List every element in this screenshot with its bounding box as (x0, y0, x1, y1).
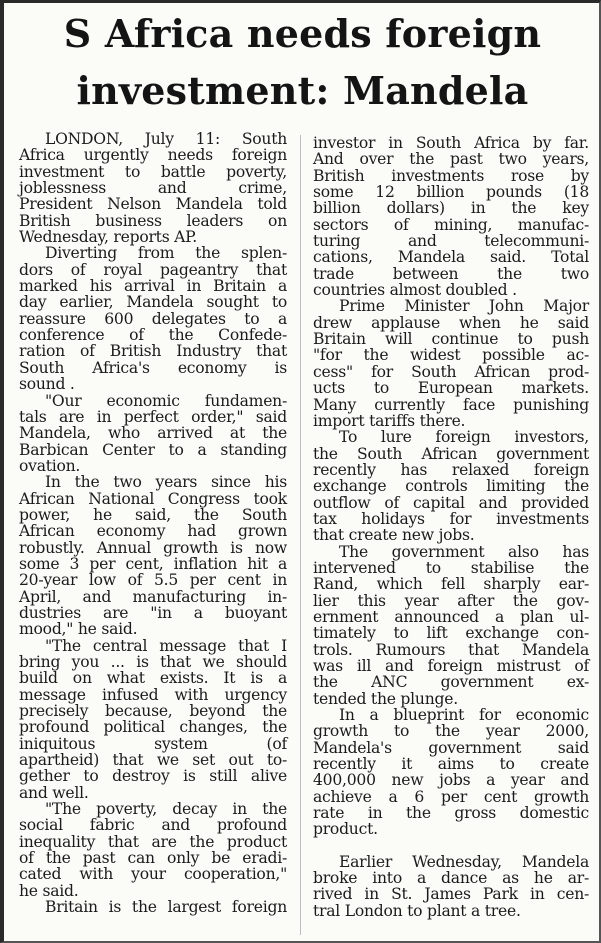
text-line: countries almost doubled . (313, 281, 517, 300)
text-line: President Nelson Mandela told (19, 195, 287, 214)
text-line: bring you ... is that we should (19, 653, 287, 671)
text-line: conference of the Confede- (19, 326, 287, 345)
text-line: The government also has (339, 542, 589, 561)
text-line: And over the past two years, (313, 150, 589, 169)
text-line: investment to battle poverty, (19, 162, 287, 181)
text-line: Mandela, who arrived at the (19, 424, 287, 443)
text-line: precisely because, beyond the (19, 702, 287, 721)
text-line: the South African government (313, 444, 589, 463)
text-line: gether to destroy is still alive (19, 767, 287, 786)
text-line: exchange controls limiting the (313, 477, 589, 496)
text-line: sectors of mining, manufac- (313, 215, 589, 234)
text-line: trols. Rumours that Mandela (313, 640, 589, 659)
text-line: billion dollars) in the key (313, 199, 589, 218)
text-line: cess" for South African prod- (313, 362, 589, 381)
text-line: social fabric and profound (19, 816, 287, 835)
text-line: British investments rose by (313, 166, 589, 185)
text-line: 400,000 new jobs a year and (313, 771, 589, 790)
text-line: ernment announced a plan ul- (313, 607, 589, 626)
text-line: Rand, which fell sharply ear- (313, 575, 589, 594)
paragraph-gap (313, 838, 589, 854)
text-line: tax holidays for investments (313, 509, 589, 528)
text-line: trade between the two (313, 264, 589, 283)
text-line: product. (313, 820, 378, 839)
text-line: "for the widest possible ac- (313, 346, 589, 365)
text-line: day earlier, Mandela sought to (19, 293, 287, 312)
text-line: the ANC government ex- (313, 673, 589, 692)
text-line: rate in the gross domestic (313, 804, 589, 823)
text-line: cations, Mandela said. Total (313, 248, 589, 267)
headline-line-1: S Africa needs foreign (63, 11, 542, 56)
text-line: tral London to plant a tree. (313, 901, 521, 920)
text-line: cated with your cooperation," (19, 865, 287, 884)
text-line: To lure foreign investors, (339, 428, 589, 447)
text-line: 20-year low of 5.5 per cent in (19, 571, 287, 590)
text-line: Prime Minister John Major (339, 297, 589, 316)
headline-line-2: investment: Mandela (76, 68, 529, 113)
text-line: recently it aims to create (313, 755, 589, 774)
text-line: tals are in perfect order," said (19, 407, 287, 426)
text-line: LONDON, July 11: South (45, 130, 287, 148)
text-line: ucts to European markets. (313, 379, 589, 398)
text-line: Earlier Wednesday, Mandela (339, 852, 589, 871)
text-line: drew applause when he said (313, 313, 589, 332)
text-line: apartheid) that we set out to- (19, 751, 287, 770)
text-line: message infused with urgency (19, 685, 287, 704)
text-line: investor in South Africa by far. (313, 134, 589, 152)
text-line: timately to lift exchange con- (313, 624, 589, 643)
text-line: dustries are "in a buoyant (19, 603, 287, 622)
text-line: "The poverty, decay in the (45, 800, 287, 819)
text-line: "Our economic fundamen- (45, 391, 287, 410)
text-line: tended the plunge. (313, 689, 458, 708)
text-line: In a blueprint for economic (339, 706, 589, 725)
text-line: and well. (19, 783, 89, 802)
headline (10, 5, 595, 119)
text-line: Britain is the largest foreign (45, 898, 287, 917)
text-line: of the past can only be eradi- (19, 849, 287, 868)
text-line: broke into a dance as he ar- (313, 869, 589, 888)
text-line: that create new jobs. (313, 526, 475, 545)
text-line: April, and manufacturing in- (19, 587, 287, 606)
text-line: ovation. (19, 456, 81, 475)
text-line: "The central message that I (45, 636, 287, 655)
text-line: British business leaders on (19, 211, 287, 230)
text-line: achieve a 6 per cent growth (313, 787, 589, 806)
text-line: African National Congress took (19, 489, 287, 508)
text-line: rived in St. James Park in cen- (313, 885, 589, 904)
text-line: power, he said, the South (19, 505, 287, 524)
text-line: ration of British Industry that (19, 342, 287, 361)
text-line: import tariffs there. (313, 411, 466, 430)
text-line: iniquitous system (of (19, 734, 287, 753)
text-line: was ill and foreign mistrust of (313, 657, 589, 675)
text-line: he said. (19, 881, 79, 900)
text-line: inequality that are the product (19, 832, 287, 851)
text-line: build on what exists. It is a (19, 669, 287, 688)
text-line: Mandela's government said (313, 738, 589, 757)
text-line: recently has relaxed foreign (313, 460, 589, 479)
text-line: Many currently face punishing (313, 395, 589, 414)
text-line: robustly. Annual growth is now (19, 538, 287, 557)
text-line: Barbican Center to a standing (19, 440, 287, 459)
text-line: Wednesday, reports AP. (19, 228, 197, 247)
text-line: dors of royal pageantry that (19, 260, 287, 279)
text-line: turing and telecommuni- (313, 232, 589, 251)
text-line: reassure 600 delegates to a (19, 309, 287, 328)
text-line: growth to the year 2000, (313, 722, 589, 741)
text-line: marked his arrival in Britain a (19, 277, 287, 296)
text-line: mood," he said. (19, 620, 138, 639)
text-line: joblessness and crime, (19, 179, 287, 198)
article-column-right (313, 135, 589, 919)
text-line: sound . (19, 375, 75, 394)
text-line: Britain will continue to push (313, 330, 589, 349)
text-line: In the two years since his (45, 473, 287, 492)
text-line: lier this year after the gov- (313, 591, 589, 610)
text-line: Africa urgently needs foreign (19, 146, 287, 165)
text-line: some 12 billion pounds (18 (313, 183, 589, 202)
text-line: Diverting from the splen- (45, 244, 287, 263)
text-line: African economy had grown (19, 522, 287, 541)
text-line: South Africa's economy is (19, 358, 287, 377)
column-divider (300, 135, 301, 935)
text-line: some 3 per cent, inflation hit a (19, 554, 287, 573)
text-line: profound political changes, the (19, 718, 287, 737)
text-line: intervened to stabilise the (313, 558, 589, 577)
text-line: outflow of capital and provided (313, 493, 589, 512)
article-column-left (19, 131, 287, 916)
